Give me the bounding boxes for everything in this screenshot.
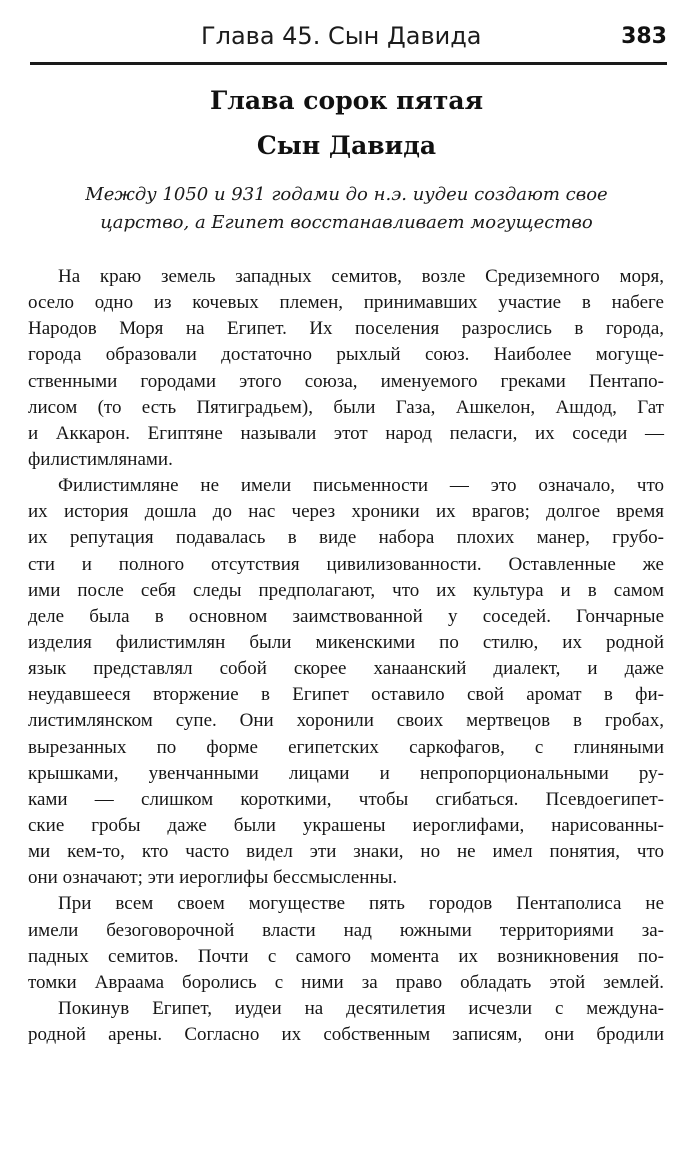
text-line: ственными городами этого союза, именуемого греками Пентапо- [28,370,664,392]
text-line: листимлянском супе. Они хоронили своих мертвецов в гробах, [28,710,664,732]
text-line: города образовали достаточно рыхлый союз. Наиболее могуще- [28,344,664,366]
running-header [30,14,667,65]
text-line: имели безоговорочной власти над южными территориями за- [28,919,664,941]
text-line: деле была в основном заимствованной у соседей. Гончарные [28,605,664,627]
text-line: изделия филистимлян были микенскими по стилю, их родной [28,631,664,653]
body-text [28,264,664,1048]
text-line: ми кем-то, кто часто видел эти знаки, но не имел понятия, что [28,841,664,863]
text-line: Филистимляне не имели письменности — это означало, что [58,475,664,497]
text-line: язык представлял собой скорее ханаанский диалект, и даже [28,658,664,680]
text-line: их история дошла до нас через хроники их врагов; долгое время [28,501,664,523]
epigraph-line-2: царство, а Египет восстанавливает могущество [100,212,593,233]
text-line: При всем своем могуществе пять городов Пентаполиса не [58,893,664,915]
text-line: родной арены. Согласно их собственным записям, они бродили [28,1024,664,1046]
text-line: их репутация подавалась в виде набора плохих манер, грубо- [28,527,664,549]
text-line: сти и полного отсутствия цивилизованности. Оставленные же [28,553,664,575]
text-line: Покинув Египет, иудеи на десятилетия исчезли с междуна- [58,997,664,1019]
text-line: ками — слишком короткими, чтобы сгибаться. Псевдоегипет- [28,788,664,810]
text-line: вырезанных по форме египетских саркофагов, с глиняными [28,736,664,758]
text-line: На краю земель западных семитов, возле Средиземного моря, [58,266,664,287]
chapter-title-name: Сын Давида [256,131,437,160]
text-line: они означают; эти иероглифы бессмысленны. [28,867,398,889]
page-number: 383 [621,24,667,49]
text-line: Народов Моря на Египет. Их поселения разрослись в города, [28,318,664,340]
text-line: осело одно из кочевых племен, принимавших участие в набеге [28,292,664,314]
text-line: филистимлянами. [28,448,173,470]
text-line: падных семитов. Почти с самого момента их возникновения по- [28,945,664,967]
text-line: ские гробы даже были украшены иероглифами, нарисованны- [28,814,664,836]
text-line: неудавшееся вторжение в Египет оставило свой аромат в фи- [28,684,664,706]
text-line: и Аккарон. Египтяне называли этот народ пеласги, их соседи — [28,422,664,444]
epigraph-line-1: Между 1050 и 931 годами до н.э. иудеи создают свое [85,184,608,205]
text-line: ими после себя следы предполагают, что их культура и в самом [28,579,664,601]
text-line: лисом (то есть Пятиградьем), были Газа, Ашкелон, Ашдод, Гат [28,396,664,418]
text-line: крышками, увенчанными лицами и непропорциональными ру- [28,762,664,784]
running-header-title: Глава 45. Сын Давида [201,22,482,50]
text-line: томки Авраама боролись с ними за право обладать этой землей. [28,971,664,993]
chapter-title-number: Глава сорок пятая [209,86,484,115]
